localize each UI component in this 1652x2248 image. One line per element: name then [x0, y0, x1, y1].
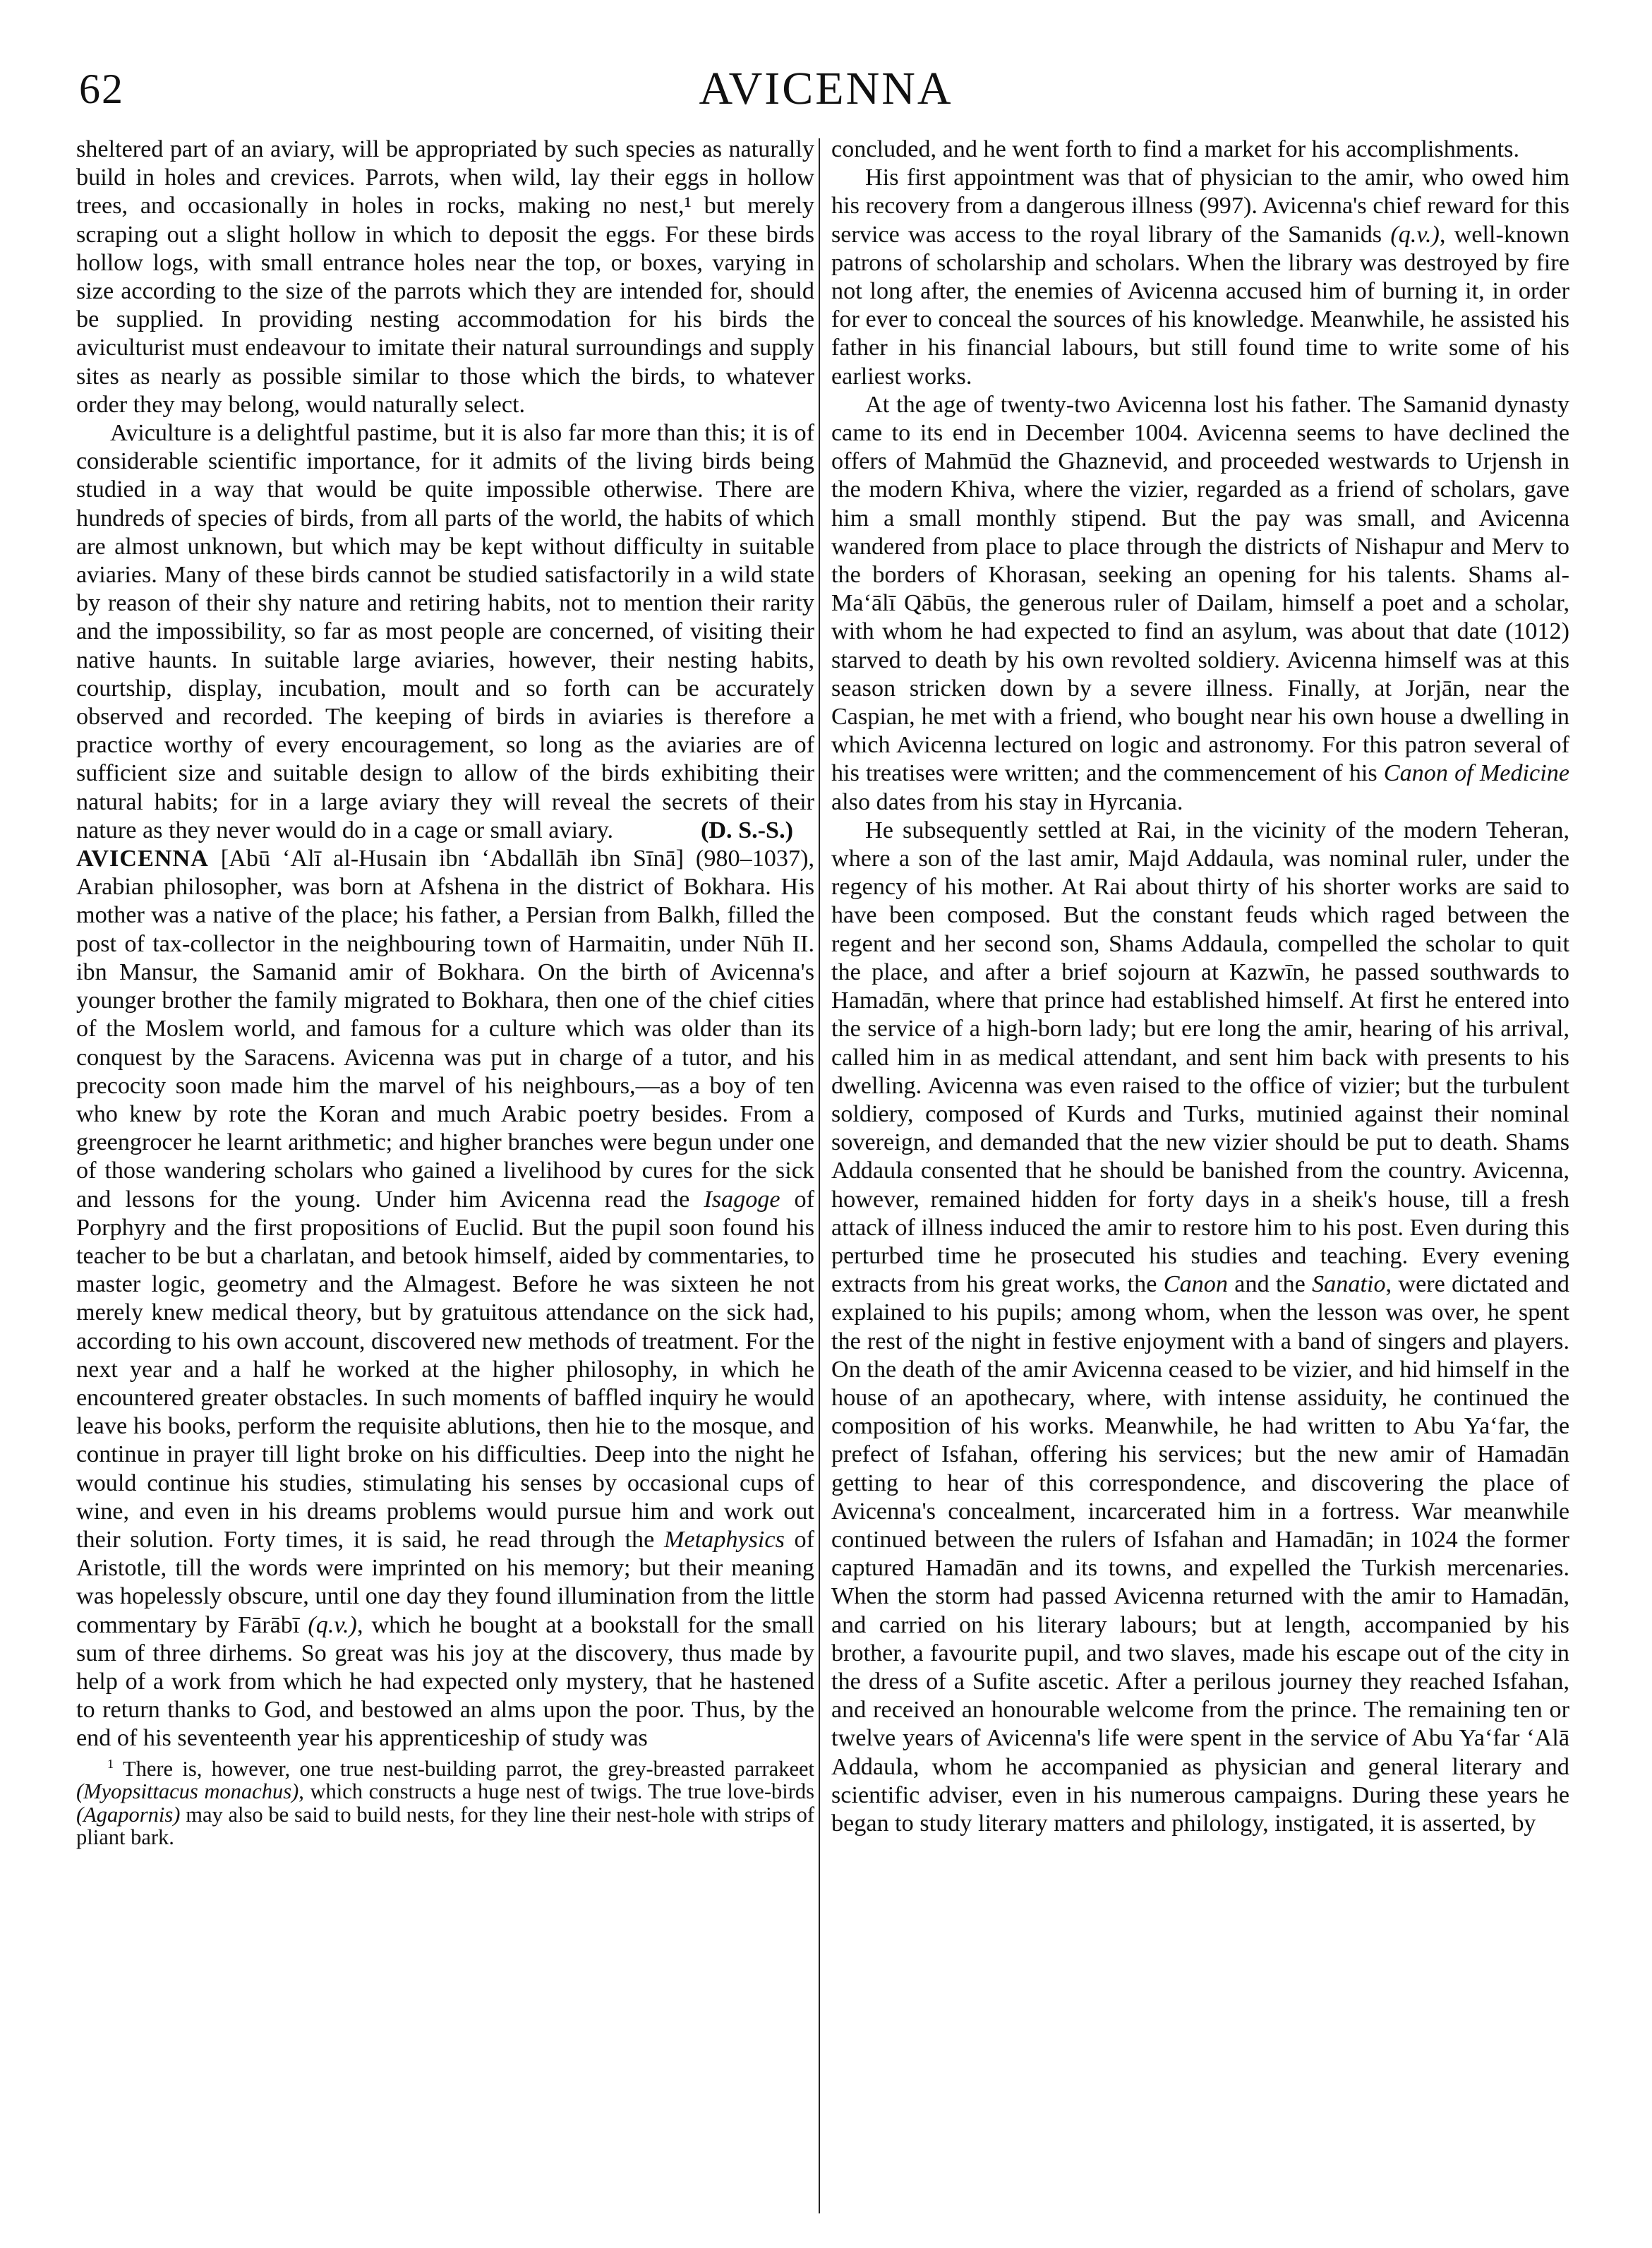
- title-sanatio: Sanatio: [1312, 1271, 1386, 1298]
- right-paragraph-1: concluded, and he went forth to find a market for his accomplishments.: [831, 136, 1520, 162]
- column-divider: [819, 138, 820, 2213]
- title-canon: Canon: [1163, 1271, 1228, 1298]
- species-name: (Myopsittacus monachus): [76, 1779, 299, 1804]
- footnote: $^1$ There is, however, one true nest-building parrot, the grey-breasted parrakeet (Myopsittacus monachus), which constructs a huge nest of twigs. The true love-birds (Agapornis) may also be said to build nests, for they line their nest-hole with strips of pliant bark.: [76, 1756, 815, 1850]
- author-signature: (D. S.-S.): [700, 817, 793, 843]
- right-paragraph-2: His first appointment was that of physician to the amir, who owed him his recovery from a dangerous illness (997). Avicenna's chief reward for this service was access to the royal library of the Samanids (q.v.), well-known patrons of scholarship and scholars. When the library was destroyed by fire not long after, the enemies of Avicenna accused him of burning it, in order for ever to conceal the sources of his knowledge. Meanwhile, he assisted his father in his financial labours, but still found time to write some of his earliest works.: [831, 164, 1570, 390]
- page-number: 62: [79, 66, 124, 112]
- aviculture-paragraph-2: Aviculture is a delightful pastime, but it is also far more than this; it is of considerable scientific importance, for it admits of the living birds being studied in a way that would be quite impossible otherwise. There are hundreds of species of birds, from all parts of the world, the habits of which are almost unknown, but which may be kept without difficulty in suitable aviaries. Many of these birds cannot be studied satisfactorily in a wild state by reason of their shy nature and retiring habits, not to mention their rarity and the impossibility, so far as most people are concerned, of visiting their native haunts. In suitable large aviaries, however, their nesting habits, courtship, display, incubation, moult and so forth can be accurately observed and recorded. The keeping of birds in aviaries is therefore a practice worthy of every encouragement, so long as the aviaries are of sufficient size and suitable design to allow of the birds exhibiting their natural habits; for in a large aviary they will reveal the secrets of their nature as they never would do in a cage or small aviary. (D. S.-S.): [76, 419, 814, 845]
- entry-headword: AVICENNA: [76, 846, 209, 872]
- cross-reference: (q.v.): [1390, 221, 1440, 248]
- right-paragraph-3: At the age of twenty-two Avicenna lost his father. The Samanid dynasty came to its end in December 1004. Avicenna seems to have declined the offers of Mahmūd the Ghaznevid, and proceeded westwards to Urjensh in the modern Khiva, where the vizier, regarded as a friend of scholars, gave him a small monthly stipend. But the pay was small, and Avicenna wandered from place to place through the districts of Nishapur and Merv to the borders of Khorasan, seeking an opening for his talents. Shams al-Maʻālī Qābūs, the generous ruler of Dailam, himself a poet and a scholar, with whom he had expected to find an asylum, was about that date (1012) starved to death by his own revolted soldiery. Avicenna himself was at this season stricken down by a severe illness. Finally, at Jorjān, near the Caspian, he met with a friend, who bought near his own house a dwelling in which Avicenna lectured on logic and astronomy. For this patron several of his treatises were written; and the commencement of his Canon of Medicine also dates from his stay in Hyrcania.: [831, 391, 1569, 815]
- cross-reference: (q.v.): [308, 1611, 357, 1638]
- right-paragraph-4: He subsequently settled at Rai, in the vicinity of the modern Teheran, where a son of the last amir, Majd Addaula, was nominal ruler, under the regency of his mother. At Rai about thirty of his shorter works are said to have been composed. But the constant feuds which raged between the regent and her second son, Shams Addaula, compelled the scholar to quit the place, and after a brief sojourn at Kazwīn, he passed southwards to Hamadān, where that prince had established himself. At first he entered into the service of a high-born lady; but ere long the amir, hearing of his arrival, called him in as medical attendant, and sent him back with presents to his dwelling. Avicenna was even raised to the office of vizier; but the turbulent soldiery, composed of Kurds and Turks, mutinied against their nominal sovereign, and demanded that the new vizier should be put to death. Shams Addaula consented that he should be banished from the country. Avicenna, however, remained hidden for forty days in a sheik's house, till a fresh attack of illness induced the amir to restore him to his post. Even during this perturbed time he prosecuted his studies and teaching. Every evening extracts from his great works, the Canon and the Sanatio, were dictated and explained to his pupils; among whom, when the lesson was over, he spent the rest of the night in festive enjoyment with a band of singers and players. On the death of the amir Avicenna ceased to be vizier, and hid himself in the house of an apothecary, where, with intense assiduity, he continued the composition of his works. Meanwhile, he had written to Abu Yaʻfar, the prefect of Isfahan, offering his services; but the new amir of Hamadān getting to hear of this correspondence, and discovering the place of Avicenna's concealment, incarcerated him in a fortress. War meanwhile continued between the rulers of Isfahan and Hamadān; in 1024 the former captured Hamadān and its towns, and expelled the Turkish mercenaries. When the storm had passed Avicenna returned with the amir to Hamadān, and carried on his literary labours; but at length, accompanied by his brother, a favourite pupil, and two slaves, made his escape out of the city in the dress of a Sufite ascetic. After a perilous journey they reached Isfahan, and received an honourable welcome from the prince. The remaining ten or twelve years of Avicenna's life were spent in the service of Abu Yaʻfar ʻAlā Addaula, whom he accompanied as physician and general literary and scientific adviser, even in his numerous campaigns. During these years he began to study literary matters and philology, instigated, it is asserted, by: [831, 817, 1570, 1837]
- avicenna-entry-paragraph-1: AVICENNA [Abū ʻAlī al-Husain ibn ʻAbdallāh ibn Sīnā] (980–1037), Arabian philosopher, was born at Afshena in the district of Bokhara. His mother was a native of the place; his father, a Persian from Balkh, filled the post of tax-collector in the neighbouring town of Harmaitin, under Nūh II. ibn Mansur, the Samanid amir of Bokhara. On the birth of Avicenna's younger brother the family migrated to Bokhara, then one of the chief cities of the Moslem world, and famous for a culture which was older than its conquest by the Saracens. Avicenna was put in charge of a tutor, and his precocity soon made him the marvel of his neighbours,—as a boy of ten who knew by rote the Koran and much Arabic poetry besides. From a greengrocer he learnt arithmetic; and higher branches were begun under one of those wandering scholars who gained a livelihood by cures for the sick and lessons for the young. Under him Avicenna read the Isagoge of Porphyry and the first propositions of Euclid. But the pupil soon found his teacher to be but a charlatan, and betook himself, aided by commentaries, to master logic, geometry and the Almagest. Before he was sixteen he not merely knew medical theory, but by gratuitous attendance on the sick had, according to his own account, discovered new methods of treatment. For the next year and a half he worked at the higher philosophy, in which he encountered greater obstacles. In such moments of baffled inquiry he would leave his books, perform the requisite ablutions, then hie to the mosque, and continue in prayer till light broke on his difficulties. Deep into the night he would continue his studies, stimulating his senses by occasional cups of wine, and even in his dreams problems would pursue him and work out their solution. Forty times, it is said, he read through the Metaphysics of Aristotle, till the words were imprinted on his memory; but their meaning was hopelessly obscure, until one day they found illumination from the little commentary by Fārābī (q.v.), which he bought at a bookstall for the small sum of three dirhems. So great was his joy at the discovery, thus made by help of a work from which he had expected only mystery, that he hastened to return thanks to God, and bestowed an alms upon the poor. Thus, by the end of his seventeenth year his apprenticeship of study was: [76, 846, 815, 1752]
- title-metaphysics: Metaphysics: [663, 1526, 785, 1553]
- left-column: [76, 136, 814, 1849]
- aviculture-paragraph-1: sheltered part of an aviary, will be appropriated by such species as naturally build in holes and crevices. Parrots, when wild, lay their eggs in hollow trees, and occasionally in holes in rocks, making no nest,¹ but merely scraping out a slight hollow in which to deposit the eggs. For these birds hollow logs, with small entrance holes near the top, or boxes, varying in size according to the size of the parrots which they are intended for, should be supplied. In providing nesting accommodation for his birds the aviculturist must endeavour to imitate their natural surroundings and supply sites as nearly as possible similar to those which the birds, to whatever order they may belong, would naturally select.: [76, 136, 814, 418]
- title-isagoge: Isagoge: [704, 1186, 780, 1213]
- footnote-marker: 1: [107, 1756, 114, 1771]
- running-title: AVICENNA: [699, 63, 953, 114]
- species-name: (Agapornis): [76, 1802, 181, 1827]
- right-column: [831, 136, 1569, 1838]
- title-canon-of-medicine: Canon of Medicine: [1383, 760, 1569, 787]
